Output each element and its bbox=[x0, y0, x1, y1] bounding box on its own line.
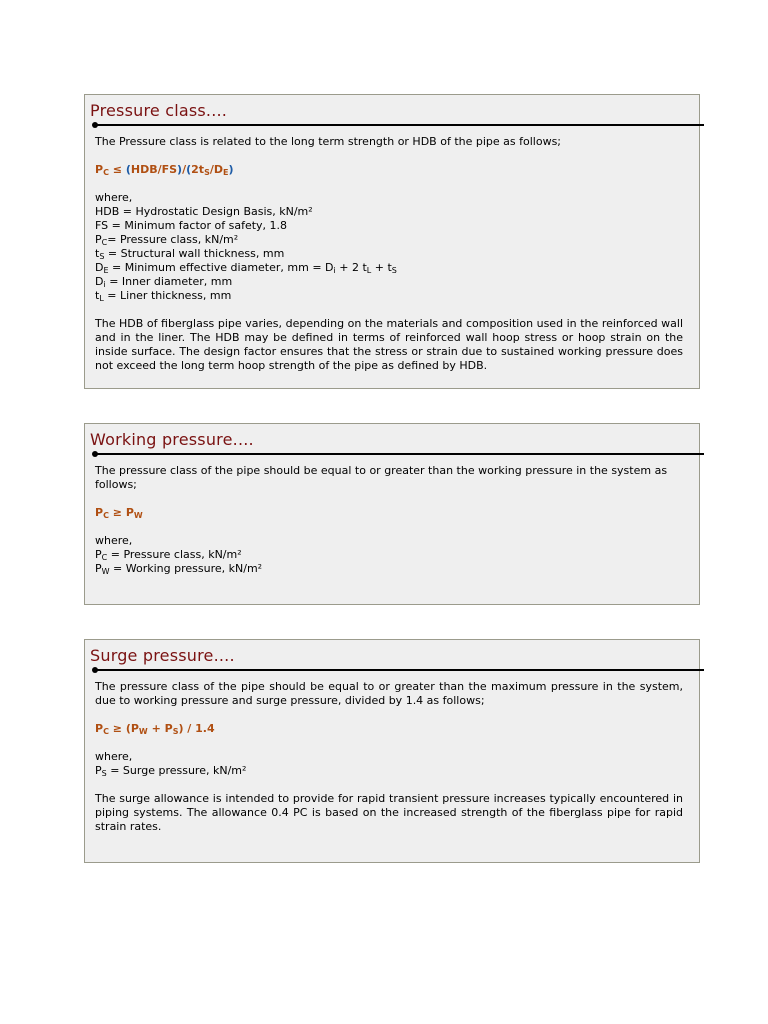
section-content bbox=[85, 126, 699, 373]
surge-pressure-section bbox=[84, 639, 700, 863]
working-pressure-section bbox=[84, 423, 700, 605]
def-hdb: HDB = Hydrostatic Design Basis, kN/m² bbox=[95, 205, 313, 218]
body-paragraph: The surge allowance is intended to provide for rapid transient pressure increases typically encountered in piping systems. The allowance 0.4 PC is based on the increased strength of the fiberglass pipe for rapid strain rates. bbox=[95, 792, 683, 833]
section-content bbox=[85, 671, 699, 834]
title-divider bbox=[93, 669, 704, 671]
title-divider bbox=[93, 453, 704, 455]
intro-text: The pressure class of the pipe should be equal to or greater than the working pressure in the system as follows; bbox=[95, 464, 668, 491]
where-label: where, bbox=[95, 750, 133, 763]
def-fs: FS = Minimum factor of safety, 1.8 bbox=[95, 219, 288, 232]
bullet-dot bbox=[92, 122, 98, 128]
def-di: $D_i$ = Inner diameter, mm bbox=[95, 275, 233, 289]
pressure-class-section bbox=[84, 94, 700, 389]
body-paragraph: The HDB of fiberglass pipe varies, depending on the materials and composition used in the reinforced wall and in the liner. The HDB may be defined in terms of reinforced wall hoop stress or hoop strain on the inside surface. The design factor ensures that the stress or strain due to sustained working pressure does not exceed the long term hoop strength of the pipe as defined by HDB. bbox=[95, 317, 683, 372]
section-title: Pressure class.... bbox=[90, 101, 228, 120]
working-pressure-formula: $P_C \ge P_W$ bbox=[95, 506, 143, 520]
def-ps: $P_S$ = Surge pressure, kN/m² bbox=[95, 764, 247, 778]
pressure-class-formula: $P_C \le (HDB/FS)/(2t_S/D_E)$ bbox=[95, 163, 234, 177]
where-label: where, bbox=[95, 534, 133, 547]
def-pc: $P_C$ = Pressure class, kN/m² bbox=[95, 548, 242, 562]
intro-text: The Pressure class is related to the long term strength or HDB of the pipe as follows; bbox=[95, 135, 562, 148]
section-title: Surge pressure.... bbox=[90, 646, 235, 665]
intro-text: The pressure class of the pipe should be equal to or greater than the maximum pressure in the system, due to working pressure and surge pressure, divided by 1.4 as follows; bbox=[95, 680, 683, 707]
def-de: $D_E$ = Minimum effective diameter, mm = $D_i + 2$ $t_L + t_S$ bbox=[95, 261, 397, 275]
title-divider bbox=[93, 124, 704, 126]
section-content bbox=[85, 455, 699, 576]
where-label: where, bbox=[95, 191, 133, 204]
def-pw: $P_W$ = Working pressure, kN/m² bbox=[95, 562, 263, 576]
def-ts: $t_S$ = Structural wall thickness, mm bbox=[95, 247, 285, 261]
surge-pressure-formula: $P_C \ge (P_W + P_S) / 1.4$ bbox=[95, 722, 215, 736]
section-title: Working pressure.... bbox=[90, 430, 254, 449]
def-tl: $t_L$ = Liner thickness, mm bbox=[95, 289, 232, 303]
def-pc: $P_C=$ Pressure class, kN/m² bbox=[95, 233, 239, 247]
bullet-dot bbox=[92, 667, 98, 673]
bullet-dot bbox=[92, 451, 98, 457]
